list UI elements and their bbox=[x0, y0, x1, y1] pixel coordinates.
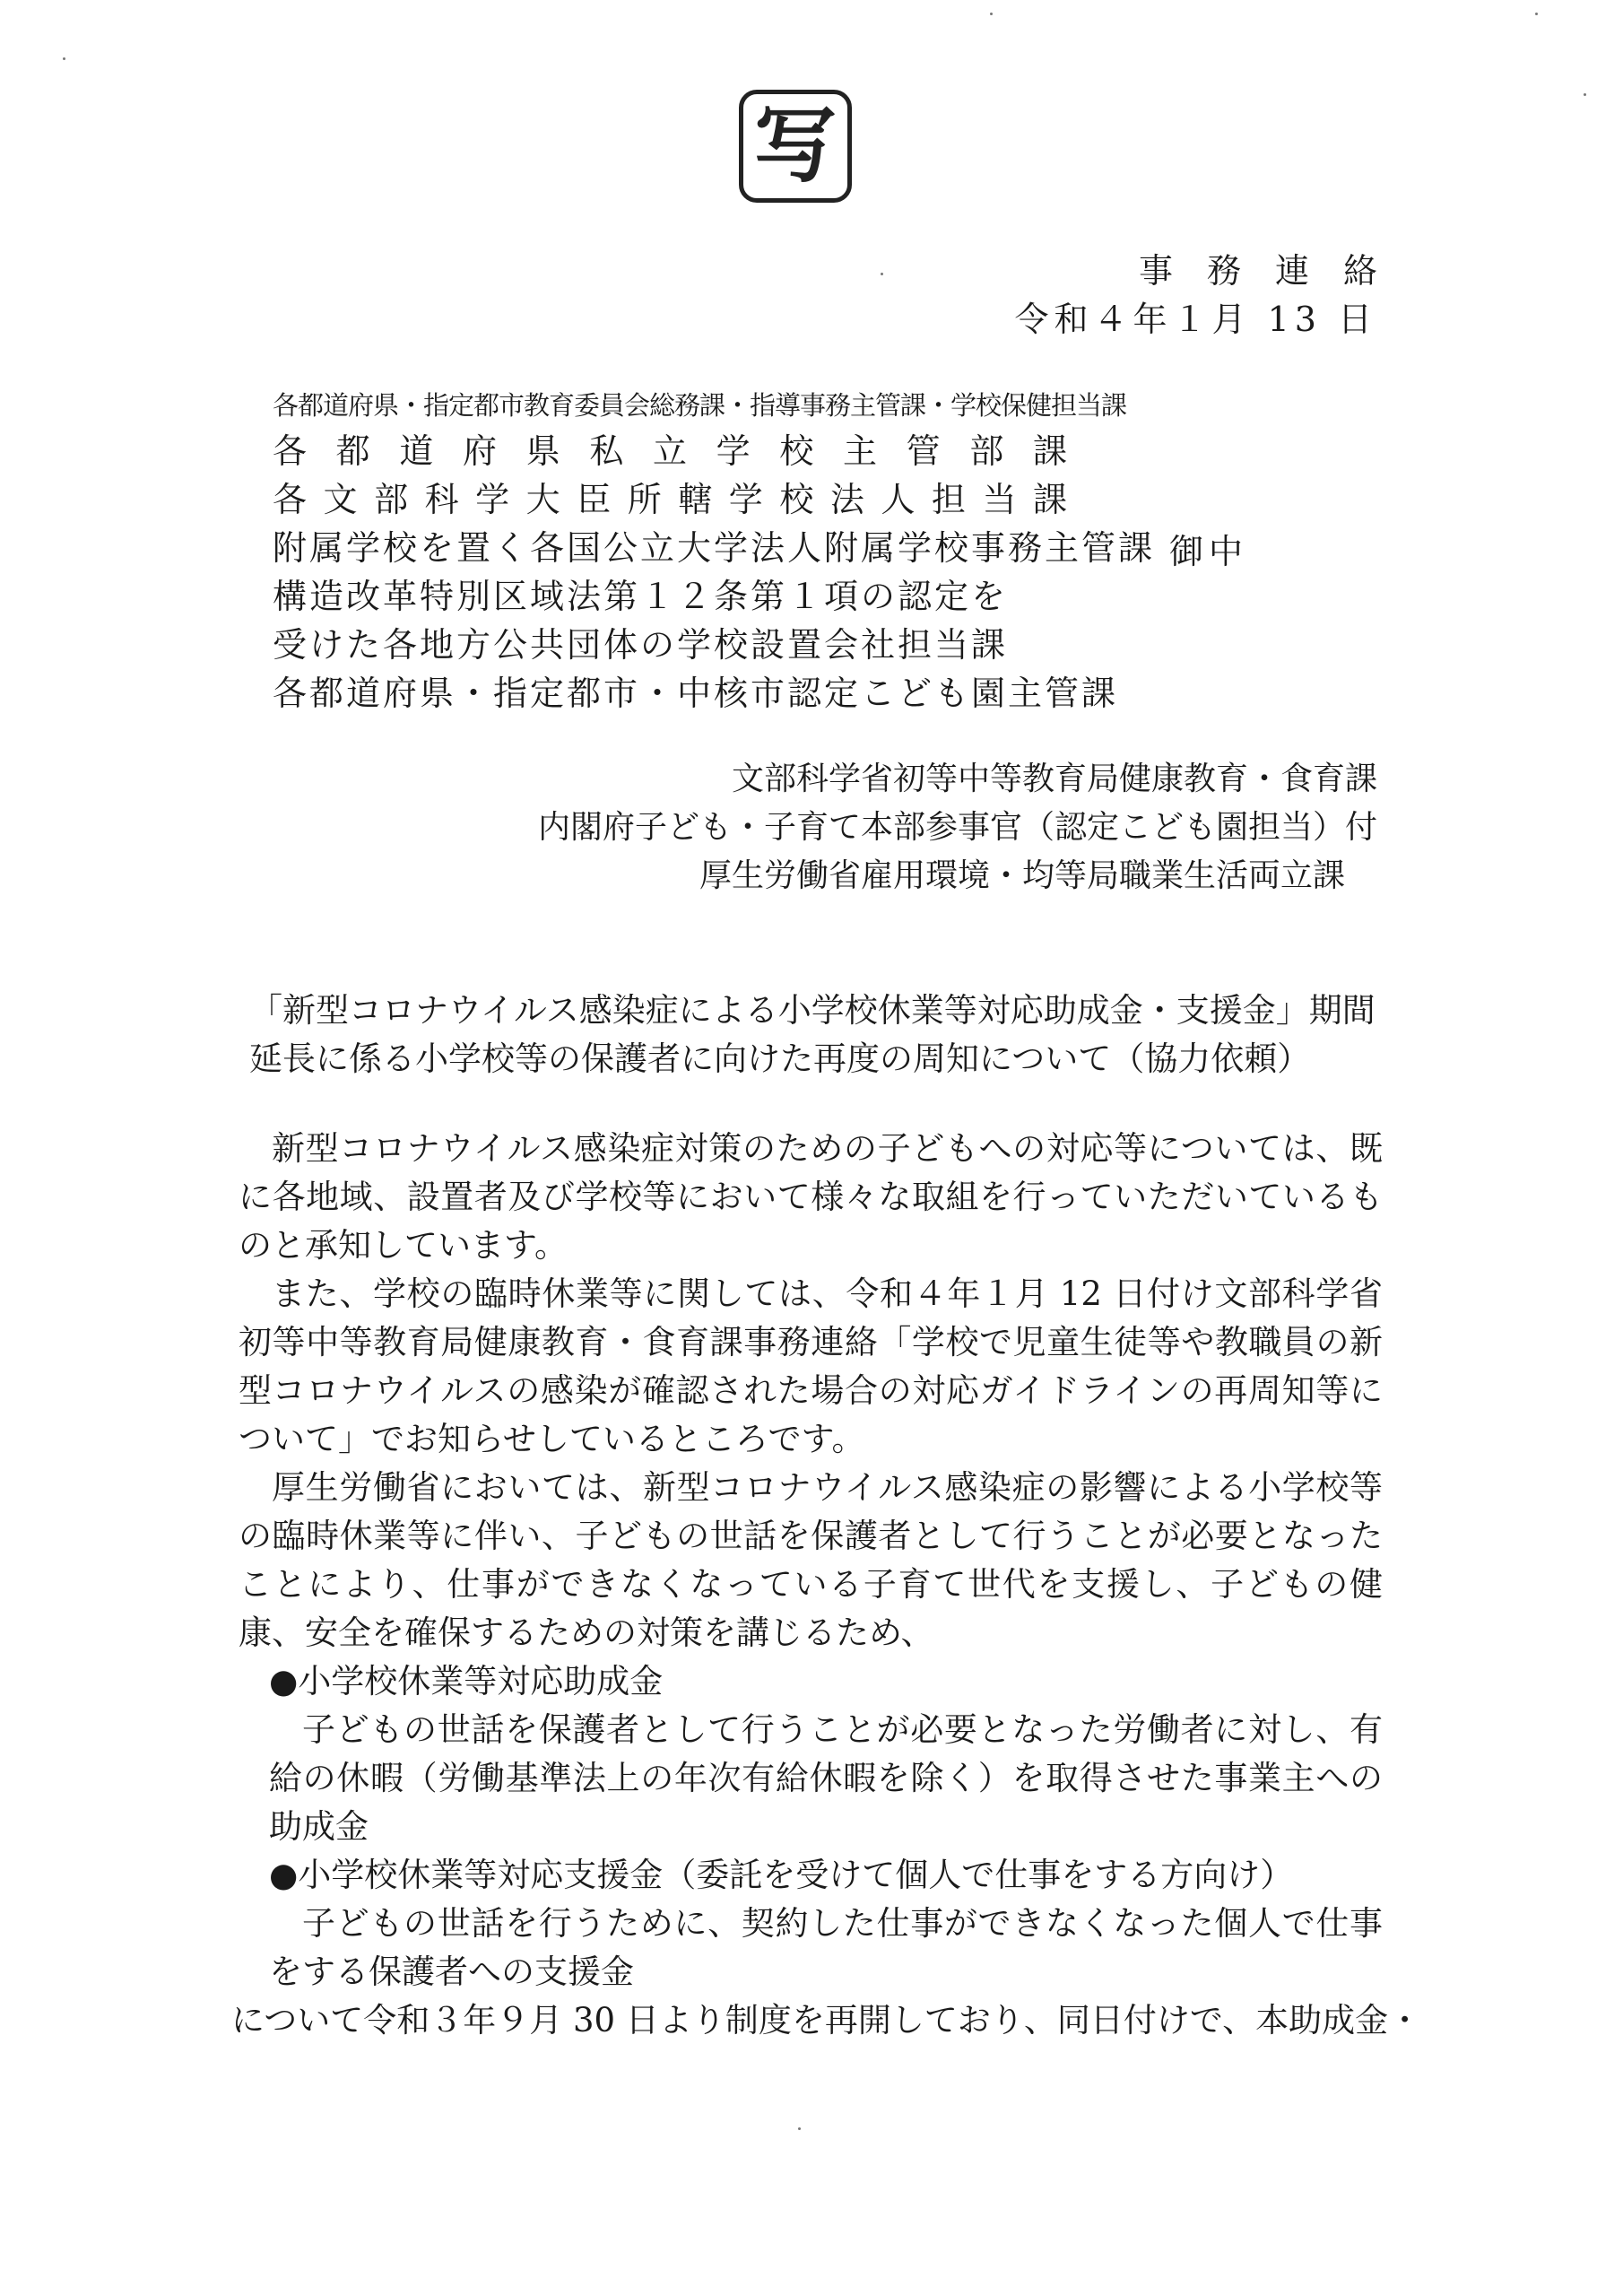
scan-speck bbox=[990, 13, 993, 15]
sender-line: 厚生労働省雇用環境・均等局職業生活両立課 bbox=[699, 857, 1345, 894]
subject-line: 延長に係る小学校等の保護者に向けた再度の周知について（協力依頼） bbox=[249, 1039, 1311, 1078]
bullet-title: ●小学校休業等対応助成金 bbox=[269, 1662, 664, 1700]
scan-speck bbox=[798, 2127, 801, 2130]
bullet-text: 子どもの世話を保護者として行うことが必要となった労働者に対し、有給の休暇（労働基準法上の年次有給休暇を除く）を取得させた事業主への助成金 bbox=[269, 1710, 1383, 1846]
body-text bbox=[231, 1125, 1422, 2045]
recipient-line: 各都道府県・指定都市教育委員会総務課・指導事務主管課・学校保健担当課 bbox=[273, 390, 1127, 421]
recipient-list bbox=[273, 384, 1156, 718]
sender-list bbox=[538, 755, 1377, 900]
recipient-line: 各都道府県・指定都市・中核市認定こども園主管課 bbox=[273, 674, 1119, 713]
bullet-title: ●小学校休業等対応支援金（委託を受けて個人で仕事をする方向け） bbox=[269, 1856, 1294, 1894]
scan-speck bbox=[1584, 93, 1586, 96]
body-paragraph: また、学校の臨時休業等に関しては、令和４年１月 12 日付け文部科学省初等中等教育局健康教育・食育課事務連絡「学校で児童生徒等や教職員の新型コロナウイルスの感染が確認された場合の対応ガイドラインの再周知等について」でお知らせしているところです。 bbox=[239, 1274, 1383, 1458]
recipient-line: 受けた各地方公共団体の学校設置会社担当課 bbox=[273, 625, 1009, 665]
copy-stamp bbox=[739, 90, 852, 203]
continuation-line: について令和３年９月 30 日より制度を再開しており、同日付けで、本助成金・ bbox=[231, 2001, 1422, 2039]
body-paragraph: 新型コロナウイルス感染症対策のための子どもへの対応等については、既に各地域、設置者及び学校等において様々な取組を行っていただいているものと承知しています。 bbox=[239, 1129, 1383, 1265]
scan-speck bbox=[881, 273, 883, 275]
document-type: 事務連絡 bbox=[1138, 251, 1411, 291]
recipient-line: 各文部科学大臣所轄学校法人担当課 bbox=[273, 480, 1067, 519]
honorific: 御中 bbox=[1169, 532, 1249, 571]
recipient-line: 附属学校を置く各国公立大学法人附属学校事務主管課 bbox=[273, 528, 1156, 568]
stamp-glyph: 写 bbox=[753, 98, 837, 194]
subject-title bbox=[249, 987, 1376, 1083]
sender-line: 内閣府子ども・子育て本部参事官（認定こども園担当）付 bbox=[537, 809, 1377, 846]
document-date: 令和４年１月 13 日 bbox=[1014, 300, 1377, 339]
body-paragraph: 厚生労働省においては、新型コロナウイルス感染症の影響による小学校等の臨時休業等に伴い、子どもの世話を保護者として行うことが必要となったことにより、仕事ができなくなっている子育て世代を支援し、子どもの健康、安全を確保するための対策を講じるため、 bbox=[239, 1468, 1383, 1652]
bullet-text: 子どもの世話を行うために、契約した仕事ができなくなった個人で仕事をする保護者への支援金 bbox=[269, 1904, 1383, 1991]
subject-line: 「新型コロナウイルス感染症による小学校休業等対応助成金・支援金」期間 bbox=[249, 991, 1376, 1030]
recipient-line: 各都道府県私立学校主管部課 bbox=[273, 431, 1067, 471]
sender-line: 文部科学省初等中等教育局健康教育・食育課 bbox=[731, 761, 1377, 797]
scan-speck bbox=[63, 57, 65, 60]
scan-speck bbox=[1535, 13, 1538, 15]
recipient-line: 構造改革特別区域法第１２条第１項の認定を bbox=[273, 577, 1009, 616]
